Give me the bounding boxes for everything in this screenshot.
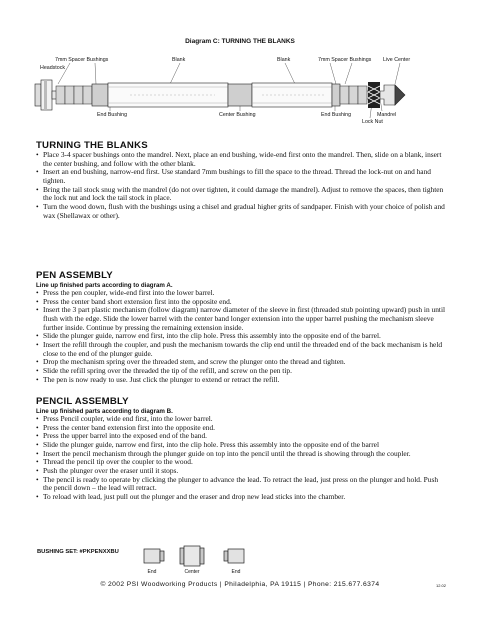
list-item: • Press the upper barrel into the exposed end of the band. xyxy=(36,432,448,441)
pen-list xyxy=(36,289,448,384)
spacer-bushings-left xyxy=(56,86,92,104)
footer-code: 12.02 xyxy=(436,583,447,588)
bushing-end-right-label: End xyxy=(231,569,241,575)
list-item: • To reload with lead, just pull out the plunger and the eraser and drop new lead sticks into the chamber. xyxy=(36,493,448,502)
end-bushing-left-shape xyxy=(92,84,108,106)
list-item: • The pen is now ready to use. Just click the plunger to extend or retract the refill. xyxy=(36,376,448,385)
list-item: • Push the plunger over the eraser until it stops. xyxy=(36,467,448,476)
turning-diagram xyxy=(0,0,480,135)
bushing-center-label: Center xyxy=(184,569,200,575)
list-item: • Press Pencil coupler, wide end first, into the lower barrel. xyxy=(36,415,448,424)
headstock-shape xyxy=(35,80,52,110)
label-end-bushing-left: End Bushing xyxy=(97,112,128,118)
bushing-end-left-label: End xyxy=(147,569,157,575)
spacer-bushings-right xyxy=(340,86,367,104)
blank-right-shape xyxy=(252,83,332,107)
diagram-title: Diagram C: TURNING THE BLANKS xyxy=(185,38,295,45)
label-headstock: Headstock xyxy=(40,65,66,71)
pen-heading: PEN ASSEMBLY xyxy=(36,270,113,281)
list-item: • The pencil is ready to operate by clicking the plunger to advance the lead. To retract the lead, just press on the plunger and hold. Push the pencil down – the lead will retract. xyxy=(36,476,448,493)
list-item: • Press the center band extension first into the opposite end. xyxy=(36,424,448,433)
label-live-center: Live Center xyxy=(383,57,411,63)
list-item: • Insert an end bushing, narrow-end first. Use standard 7mm bushings to fill the space to the thread. Thread the lock-nut on and hand tighten. xyxy=(36,168,448,185)
lock-nut-shape xyxy=(368,82,380,108)
blank-left-shape xyxy=(108,83,228,107)
footer-text: © 2002 PSI Woodworking Products | Philadelphia, PA 19115 | Phone: 215.677.6374 xyxy=(100,581,380,588)
turning-list xyxy=(36,151,448,220)
label-blank-right: Blank xyxy=(277,57,291,63)
list-item: • Bring the tail stock snug with the mandrel (do not over tighten, it could damage the mandrel). Adjust to remove the spaces, then tighten the lock nut and lock the tail stock in place. xyxy=(36,186,448,203)
end-bushing-right-shape xyxy=(332,84,340,106)
label-spacer-right: 7mm Spacer Bushings xyxy=(318,57,372,63)
center-bushing-shape xyxy=(228,84,252,106)
pencil-list xyxy=(36,415,448,502)
list-item: • Drop the mechanism spring over the threaded stem, and screw the plunger onto the thread and tighten. xyxy=(36,358,448,367)
turning-heading: TURNING THE BLANKS xyxy=(36,140,148,151)
label-end-bushing-right: End Bushing xyxy=(321,112,352,118)
list-item: • Place 3-4 spacer bushings onto the mandrel. Next, place an end bushing, wide-end first onto the mandrel. Then, slide on a blank, insert the center bushing, and follow with the other blank. xyxy=(36,151,448,168)
label-center-bushing: Center Bushing xyxy=(219,112,256,118)
pencil-subheading: Line up finished parts according to diagram B. xyxy=(36,408,173,415)
list-item: • Thread the pencil tip over the coupler to the wood. xyxy=(36,458,448,467)
label-blank-left: Blank xyxy=(172,57,186,63)
list-item: • Press the pen coupler, wide-end first into the lower barrel. xyxy=(36,289,448,298)
bushing-set-label: BUSHING SET: #PKPENXXBU xyxy=(37,549,119,555)
label-spacer-left: 7mm Spacer Bushings xyxy=(55,57,109,63)
bushing-set-diagram xyxy=(140,543,270,577)
live-center-shape xyxy=(380,85,405,105)
list-item: • Insert the pencil mechanism through the plunger guide on top into the pencil until the thread is showing through the coupler. xyxy=(36,450,448,459)
label-mandrel: Mandrel xyxy=(377,112,397,118)
list-item: • Turn the wood down, flush with the bushings using a chisel and gradual higher grits of sandpaper. Finish with your choice of polish and wax (Shellawax or other). xyxy=(36,203,448,220)
list-item: • Slide the plunger guide, narrow end first, into the clip hole. Press this assembly into the opposite end of the barrel. xyxy=(36,332,448,341)
list-item: • Insert the 3 part plastic mechanism (follow diagram) narrow diameter of the sleeve in first (threaded stub pointing upward) push in until flush with the edge. Slide the lower barrel with the center band longer extension into the upper barrel pushing the mechanism sleeve further inside. Continue by pressing the remaining extension inside. xyxy=(36,306,448,332)
list-item: • Press the center band short extension first into the opposite end. xyxy=(36,298,448,307)
label-lock-nut: Lock Nut xyxy=(362,119,383,125)
list-item: • Slide the plunger guide, narrow end first, into the clip hole. Press this assembly into the opposite end of the barrel xyxy=(36,441,448,450)
pencil-heading: PENCIL ASSEMBLY xyxy=(36,396,129,407)
pen-subheading: Line up finished parts according to diagram A. xyxy=(36,282,173,289)
list-item: • Slide the refill spring over the threaded the tip of the refill, and screw on the pen tip. xyxy=(36,367,448,376)
list-item: • Insert the refill through the coupler, and push the mechanism towards the clip end until the threaded end of the back mechanism is held close to the end of the plunger guide. xyxy=(36,341,448,358)
